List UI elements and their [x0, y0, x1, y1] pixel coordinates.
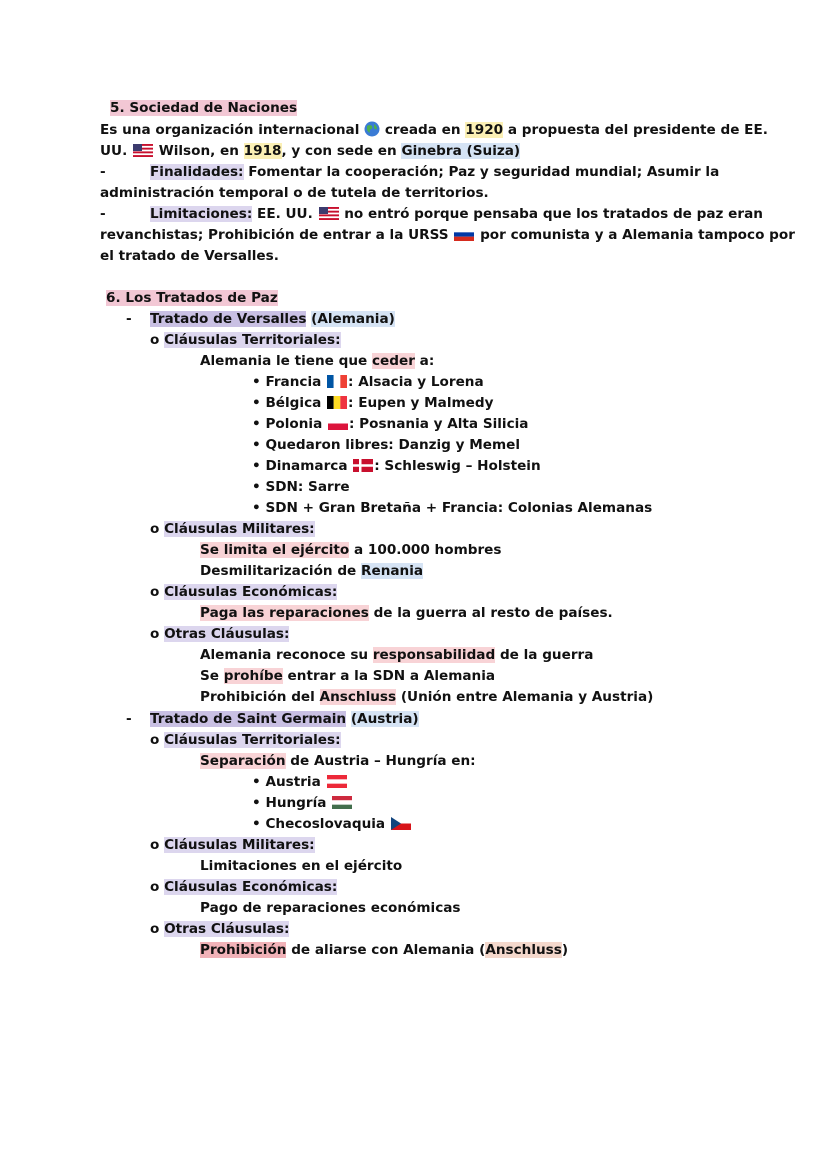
list-item: • Polonia : Posnania y Alta Silicia	[252, 416, 529, 432]
list-item: • Hungría	[252, 794, 353, 813]
saint-economicas: o Cláusulas Económicas:	[150, 879, 338, 895]
flag-usa-icon	[133, 144, 153, 157]
list-item: • SDN + Gran Bretaña + Francia: Colonias Alemanas	[252, 500, 653, 516]
versalles-mil-line-1: Se limita el ejército a 100.000 hombres	[200, 542, 502, 558]
saint-germain-title: Tratado de Saint Germain (Austria)	[150, 711, 419, 727]
list-item: • Checoslovaquia	[252, 815, 412, 834]
saint-territoriales: o Cláusulas Territoriales:	[150, 732, 341, 748]
saint-militares: o Cláusulas Militares:	[150, 837, 315, 853]
versalles-militares: o Cláusulas Militares:	[150, 521, 315, 537]
flag-austria-icon	[327, 775, 347, 788]
versalles-ceder-intro: Alemania le tiene que ceder a:	[200, 353, 435, 369]
s5-paragraph-line-1: Es una organización internacional creada en 1920 a propuesta del presidente de EE.	[100, 122, 768, 138]
versalles-title: Tratado de Versalles (Alemania)	[150, 311, 395, 327]
saint-germain-heading: -	[126, 711, 132, 727]
versalles-otras-line-1: Alemania reconoce su responsabilidad de la guerra	[200, 647, 594, 663]
list-item: • Quedaron libres: Danzig y Memel	[252, 437, 521, 453]
saint-separacion: Separación de Austria – Hungría en:	[200, 753, 476, 769]
s5-limitaciones-line-3: el tratado de Versalles.	[100, 248, 279, 264]
s5-limitaciones-line-1: - Limitaciones: EE. UU. no entró porque pensaba que los tratados de paz eran	[100, 206, 763, 222]
flag-czech-icon	[391, 817, 411, 830]
saint-eco-line-1: Pago de reparaciones económicas	[200, 900, 461, 916]
section-5-title: 5. Sociedad de Naciones	[110, 100, 298, 116]
versalles-eco-line-1: Paga las reparaciones de la guerra al resto de países.	[200, 605, 613, 621]
versalles-territoriales: o Cláusulas Territoriales:	[150, 332, 341, 348]
section-6-title: 6. Los Tratados de Paz	[106, 290, 278, 306]
saint-otras-line-1: Prohibición de aliarse con Alemania (Anschluss)	[200, 942, 569, 958]
list-item: • SDN: Sarre	[252, 479, 350, 495]
s5-paragraph-line-2: UU. Wilson, en 1918, y con sede en Ginebra (Suiza)	[100, 143, 521, 159]
list-item: • Dinamarca : Schleswig – Holstein	[252, 458, 541, 474]
saint-otras: o Otras Cláusulas:	[150, 921, 290, 937]
flag-poland-icon	[328, 417, 348, 430]
flag-france-icon	[327, 375, 347, 388]
flag-belgium-icon	[327, 396, 347, 409]
versalles-economicas: o Cláusulas Económicas:	[150, 584, 338, 600]
flag-denmark-icon	[353, 459, 373, 472]
saint-mil-line-1: Limitaciones en el ejército	[200, 858, 403, 874]
versalles-mil-line-2: Desmilitarización de Renania	[200, 563, 424, 579]
list-item: • Austria	[252, 773, 348, 792]
globe-icon	[364, 121, 380, 137]
versalles-otras: o Otras Cláusulas:	[150, 626, 290, 642]
flag-hungary-icon	[332, 796, 352, 809]
list-item: • Francia : Alsacia y Lorena	[252, 374, 484, 390]
s5-finalidades-line-2: administración temporal o de tutela de territorios.	[100, 185, 489, 201]
flag-usa-icon	[319, 207, 339, 220]
s5-finalidades-line-1: - Finalidades: Fomentar la cooperación; Paz y seguridad mundial; Asumir la	[100, 164, 720, 180]
s5-limitaciones-line-2: revanchistas; Prohibición de entrar a la URSS por comunista y a Alemania tampoco por	[100, 227, 795, 243]
flag-russia-icon	[454, 228, 474, 241]
versalles-otras-line-3: Prohibición del Anschluss (Unión entre Alemania y Austria)	[200, 689, 654, 705]
versalles-heading: -	[126, 311, 132, 327]
versalles-otras-line-2: Se prohíbe entrar a la SDN a Alemania	[200, 668, 496, 684]
list-item: • Bélgica : Eupen y Malmedy	[252, 395, 494, 411]
